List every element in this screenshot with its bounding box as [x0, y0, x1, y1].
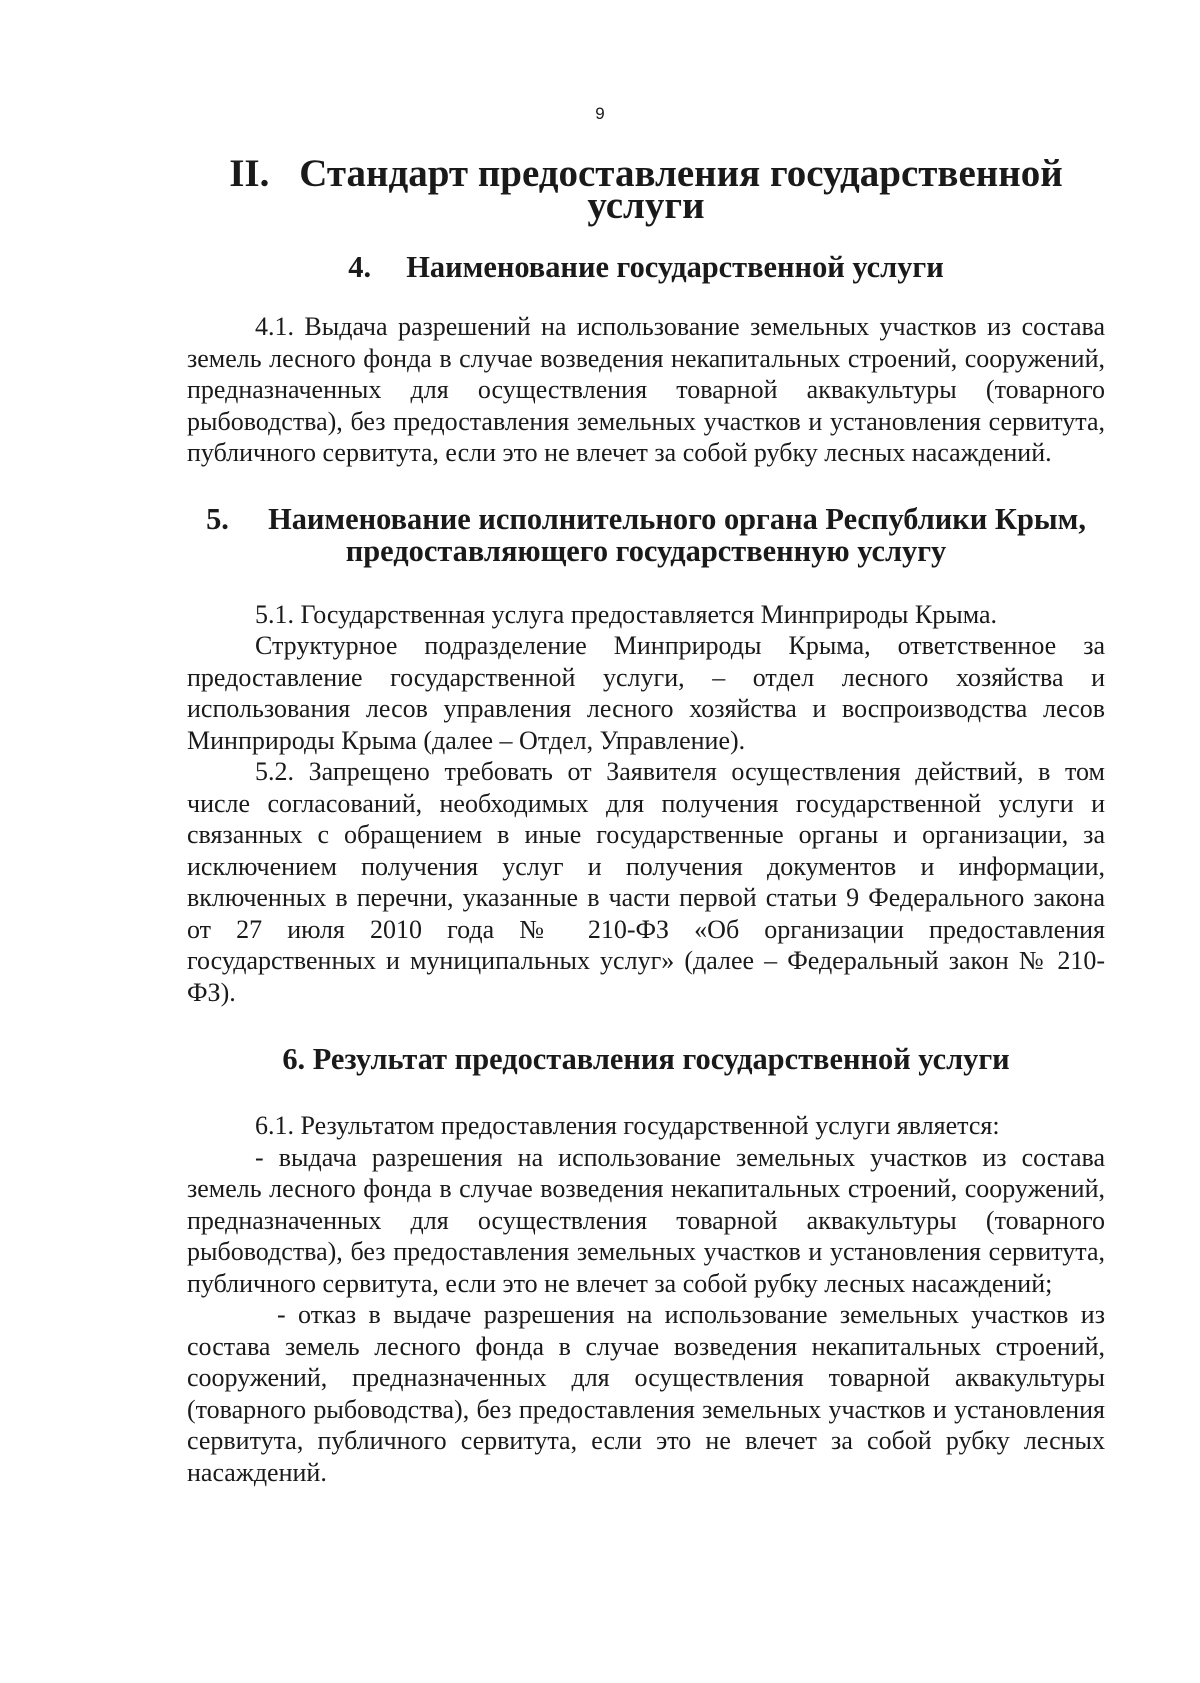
- paragraph-5-1-structure: Структурное подразделение Минприроды Крыма, ответственное за предоставление государственной услуги, – отдел лесного хозяйства и использования лесов управления лесного хозяйства и воспроизводства лесов Минприроды Крыма (далее – Отдел, Управление).: [187, 631, 1105, 755]
- section-4-number: 4.: [348, 250, 372, 284]
- document-body: [187, 152, 1105, 1488]
- paragraph-5-2: 5.2. Запрещено требовать от Заявителя осуществления действий, в том числе согласований, необходимых для получения государственной услуги и связанных с обращением в иные государственные органы и организации, за исключением получения услуг и получения документов и информации, включенных в перечни, указанные в части первой статьи 9 Федерального закона от 27 июля 2010 года № 210-ФЗ «Об организации предоставления государственных и муниципальных услуг» (далее – Федеральный закон № 210-ФЗ).: [187, 757, 1105, 1007]
- section-4-title: Наименование государственной услуги: [406, 250, 944, 284]
- section-ii-title: Стандарт предоставления государственной услуги: [299, 152, 1063, 227]
- paragraph-6-1-issue: - выдача разрешения на использование земельных участков из состава земель лесного фонда в случае возведения некапитальных строений, сооружений, предназначенных для осуществления товарной аквакультуры (товарного рыбоводства), без предоставления земельных участков и установления сервитута, публичного сервитута, если это не влечет за собой рубку лесных насаждений;: [187, 1142, 1105, 1298]
- page-number: 9: [595, 104, 605, 123]
- section-5-title-line2: предоставляющего государственную услугу: [345, 533, 947, 568]
- section-ii-number: II.: [229, 152, 270, 195]
- section-5-number: 5.: [206, 501, 229, 536]
- paragraph-4-1: 4.1. Выдача разрешений на использование земельных участков из состава земель лесного фонда в случае возведения некапитальных строений, сооружений, предназначенных для осуществления товарной аквакультуры (товарного рыбоводства), без предоставления земельных участков и установления сервитута, публичного сервитута, если это не влечет за собой рубку лесных насаждений.: [187, 312, 1105, 467]
- paragraph-6-1-refusal: - отказ в выдаче разрешения на использование земельных участков из состава земель лесного фонда в случае возведения некапитальных строений, сооружений, предназначенных для осуществления товарной аквакультуры (товарного рыбоводства), без предоставления земельных участков и установления сервитута, публичного сервитута, если это не влечет за собой рубку лесных насаждений.: [187, 1300, 1105, 1487]
- paragraph-5-1: 5.1. Государственная услуга предоставляется Минприроды Крыма.: [255, 599, 998, 629]
- section-ii-heading: [187, 152, 1105, 227]
- section-6-heading: 6. Результат предоставления государственной услуги: [282, 1042, 1010, 1076]
- section-5-heading: [187, 503, 1105, 567]
- section-4-heading: [187, 251, 1105, 283]
- paragraph-6-1: 6.1. Результатом предоставления государственной услуги является:: [255, 1111, 1000, 1140]
- section-5-title-line1: Наименование исполнительного органа Республики Крым,: [268, 501, 1086, 536]
